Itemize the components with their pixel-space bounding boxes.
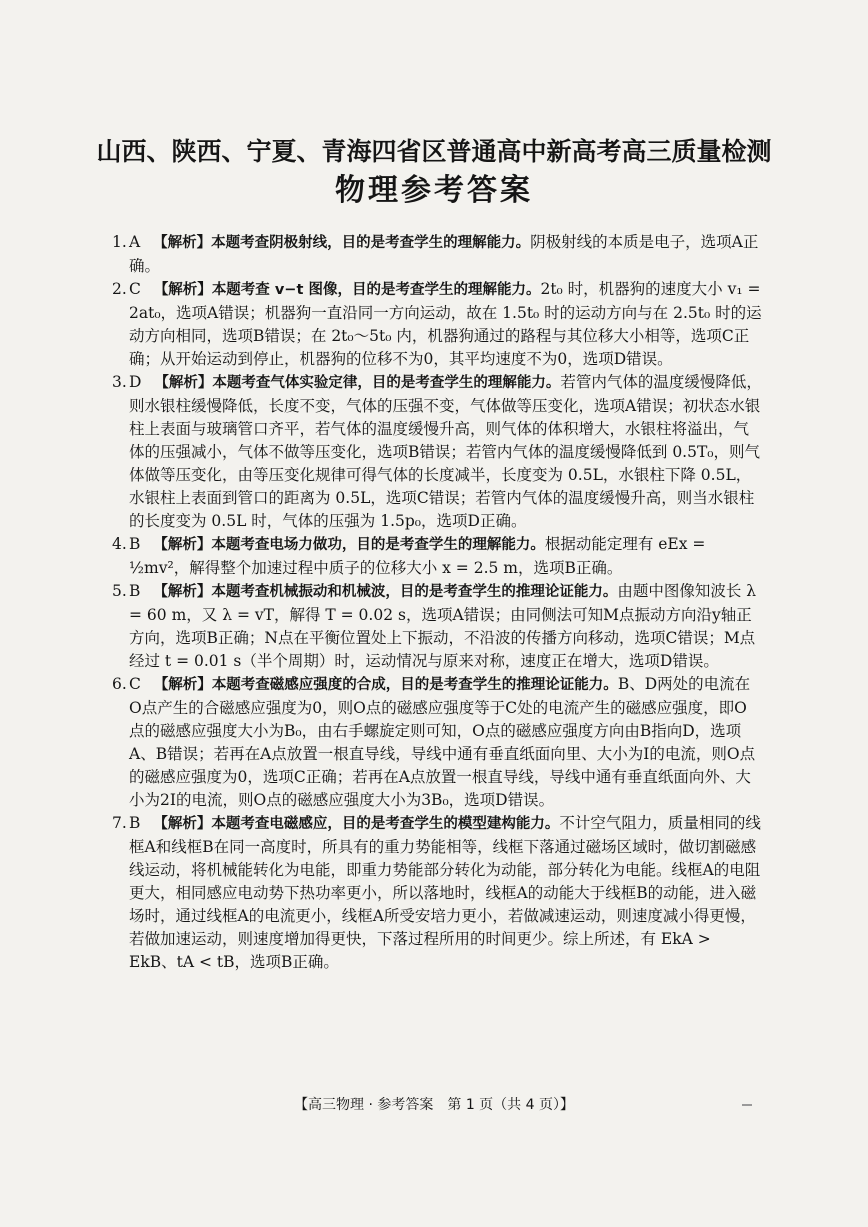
analysis-lead: 本题考查磁感应强度的合成，目的是考查学生的推理论证能力。: [211, 677, 618, 693]
item-number: 7.: [112, 814, 127, 832]
item-number: 4.: [112, 535, 127, 553]
answer-item-4: [112, 533, 762, 580]
answer-item-3: [112, 371, 762, 533]
analysis-lead: 本题考查电磁感应，目的是考查学生的模型建构能力。: [211, 816, 560, 832]
analysis-lead: 本题考查气体实验定律，目的是考查学生的理解能力。: [212, 375, 561, 391]
analysis-tag: 【解析】: [154, 375, 213, 391]
item-number: 1.: [112, 233, 127, 251]
item-number: 2.: [112, 280, 127, 298]
analysis-tag: 【解析】: [153, 537, 212, 553]
analysis-tag: 【解析】: [153, 816, 212, 832]
analysis-body: 根据动能定理有 eEx = ½mv²，解得整个加速过程中质子的位移大小 x = 2.5 m，选项B正确。: [129, 535, 706, 577]
item-number: 6.: [112, 675, 127, 693]
answer-list: [112, 231, 762, 974]
exam-title: 山西、陕西、宁夏、青海四省区普通高中新高考高三质量检测: [96, 137, 772, 166]
item-answer: A: [129, 233, 141, 251]
analysis-lead: 本题考查机械振动和机械波，目的是考查学生的推理论证能力。: [211, 584, 618, 600]
analysis-body: 2t₀ 时，机器狗的速度大小 v₁ = 2at₀，选项A错误；机器狗一直沿同一方向运动，故在 1.5t₀ 时的运动方向与在 2.5t₀ 时的运动方向相同，选项B错误；在 2t₀～5t₀ 内，机器狗通过的路程与其位移大小相等，选项C正确；从开始运动到停止，机器狗的位移不为0，其平均速度不为0，选项D错误。: [129, 280, 762, 368]
analysis-tag: 【解析】: [153, 584, 212, 600]
analysis-body: B、D两处的电流在O点产生的合磁感应强度为0，则O点的磁感应强度等于C处的电流产生的磁感应强度，即O点的磁感应强度大小为B₀，由右手螺旋定则可知，O点的磁感应强度方向由B指向D，选项A、B错误；若再在A点放置一根直导线，导线中通有垂直纸面向里、大小为I的电流，则O点的磁感应强度为0，选项C正确；若再在A点放置一根直导线，导线中通有垂直纸面向外、大小为2I的电流，则O点的磁感应强度大小为3B₀，选项D错误。: [129, 675, 756, 809]
analysis-lead: 本题考查电场力做功，目的是考查学生的理解能力。: [211, 537, 545, 553]
analysis-tag: 【解析】: [153, 282, 212, 298]
item-number: 5.: [112, 582, 127, 600]
answer-item-6: [112, 673, 762, 812]
analysis-body: 由题中图像知波长 λ = 60 m，又 λ = vT，解得 T = 0.02 s，选项A错误；由同侧法可知M点振动方向沿y轴正方向，选项B正确；N点在平衡位置处上下振动，不沿波的传播方向移动，选项C错误；M点经过 t = 0.01 s（半个周期）时，运动情况与原来对称，速度正在增大，选项D错误。: [129, 582, 757, 670]
answer-item-1: [112, 231, 762, 278]
analysis-body: 阴极射线的本质是电子，选项A正确。: [129, 233, 759, 275]
item-answer: B: [129, 582, 141, 600]
item-answer: C: [129, 280, 141, 298]
item-answer: B: [129, 535, 141, 553]
document-title: 物理参考答案: [335, 173, 533, 208]
item-number: 3.: [112, 373, 127, 391]
scan-mark: [742, 1104, 752, 1106]
item-answer: C: [129, 675, 141, 693]
analysis-body: 不计空气阻力，质量相同的线框A和线框B在同一高度时，所具有的重力势能相等，线框下落通过磁场区域时，做切割磁感线运动，将机械能转化为电能，即重力势能部分转化为动能，部分转化为电能。线框A的电阻更大，相同感应电动势下热功率更小，所以落地时，线框A的动能大于线框B的动能，进入磁场时，通过线框A的电流更小，线框A所受安培力更小，若做减速运动，则速度减小得更慢，若做加速运动，则速度增加得更快，下落过程所用的时间更少。综上所述，有 EkA > EkB、tA < tB，选项B正确。: [129, 814, 761, 971]
answer-item-7: [112, 812, 762, 974]
item-answer: D: [129, 373, 142, 391]
answer-item-5: [112, 580, 762, 673]
analysis-lead: 本题考查 v−t 图像，目的是考查学生的理解能力。: [211, 282, 541, 298]
answer-item-2: [112, 278, 762, 371]
analysis-lead: 本题考查阴极射线，目的是考查学生的理解能力。: [211, 235, 531, 251]
item-answer: B: [129, 814, 141, 832]
analysis-body: 若管内气体的温度缓慢降低，则水银柱缓慢降低，长度不变，气体的压强不变，气体做等压变化，选项A错误；初状态水银柱上表面与玻璃管口齐平，若气体的温度缓慢升高，则气体的体积增大，水银柱将溢出，气体的压强减小，气体不做等压变化，选项B错误；若管内气体的温度缓慢降低到 0.5T₀，则气体做等压变化，由等压变化规律可得气体的长度减半，长度变为 0.5L，水银柱下降 0.5L，水银柱上表面到管口的距离为 0.5L，选项C错误；若管内气体的温度缓慢升高，则当水银柱的长度变为 0.5L 时，气体的压强为 1.5p₀，选项D正确。: [129, 373, 762, 530]
page-footer: 【高三物理 · 参考答案 第 1 页（共 4 页）】: [294, 1097, 574, 1113]
analysis-tag: 【解析】: [153, 235, 212, 251]
analysis-tag: 【解析】: [153, 677, 212, 693]
